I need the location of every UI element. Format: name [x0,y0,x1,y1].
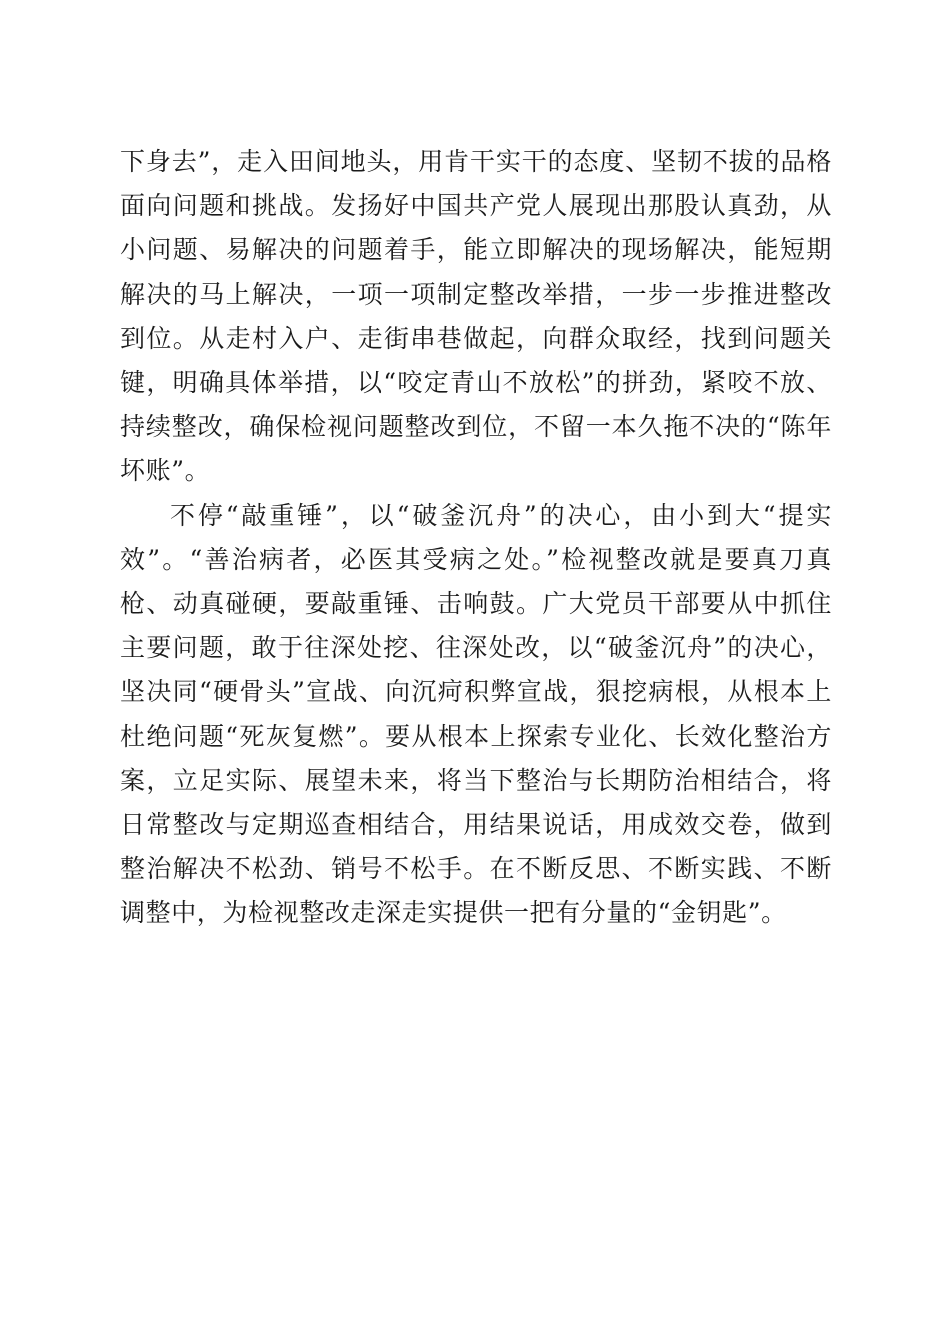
document-body [120,140,832,936]
paragraph-continued: 下身去”，走入田间地头，用肯干实干的态度、坚韧不拔的品格面向问题和挑战。发扬好中国共产党人展现出那股认真劲，从小问题、易解决的问题着手，能立即解决的现场解决，能短期解决的马上解决，一项一项制定整改举措，一步一步推进整改到位。从走村入户、走街串巷做起，向群众取经，找到问题关键，明确具体举措，以“咬定青山不放松”的拼劲，紧咬不放、持续整改，确保检视问题整改到位，不留一本久拖不决的“陈年坏账”。 [120,147,832,486]
paragraph-heavy-hammer: 不停“敲重锤”，以“破釜沉舟”的决心，由小到大“提实效”。“善治病者，必医其受病之处。”检视整改就是要真刀真枪、动真碰硬，要敲重锤、击响鼓。广大党员干部要从中抓住主要问题，敢于往深处挖、往深处改，以“破釜沉舟”的决心，坚决同“硬骨头”宣战、向沉疴积弊宣战，狠挖病根，从根本上杜绝问题“死灰复燃”。要从根本上探索专业化、长效化整治方案，立足实际、展望未来，将当下整治与长期防治相结合，将日常整改与定期巡查相结合，用结果说话，用成效交卷，做到整治解决不松劲、销号不松手。在不断反思、不断实践、不断调整中，为检视整改走深走实提供一把有分量的“金钥匙”。 [120,500,832,928]
